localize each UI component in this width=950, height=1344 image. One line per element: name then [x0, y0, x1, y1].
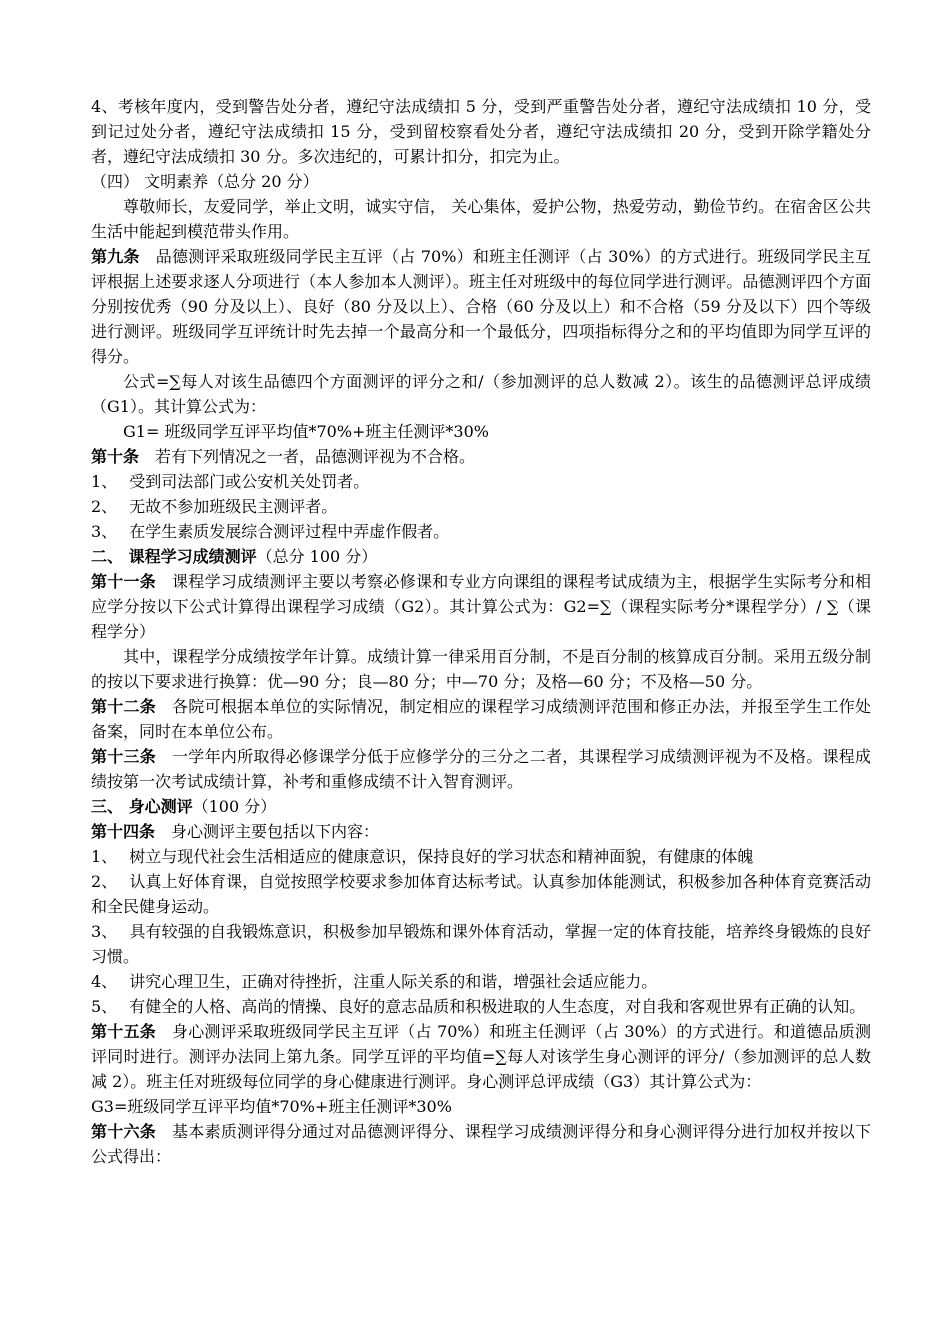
article-9-formula-2: G1= 班级同学互评平均值*70%+班主任测评*30%	[123, 422, 489, 441]
article-16-body: 基本素质测评得分通过对品德测评得分、课程学习成绩测评得分和身心测评得分进行加权并按以下公式得出：	[91, 1122, 871, 1166]
article-10-body: 若有下列情况之一者，品德测评视为不合格。	[155, 447, 476, 466]
section-4-body: 尊敬师长，友爱同学，举止文明，诚实守信， 关心集体，爱护公物，热爱劳动，勤俭节约。在宿舍区公共生活中能起到模范带头作用。	[91, 197, 871, 241]
article-16-label: 第十六条	[91, 1122, 157, 1141]
list-item-number: 1、	[91, 847, 118, 866]
list-item	[91, 844, 871, 869]
list-item-text: 讲究心理卫生，正确对待挫折，注重人际关系的和谐，增强社会适应能力。	[129, 972, 658, 991]
article-11-note: 其中，课程学分成绩按学年计算。成绩计算一律采用百分制，不是百分制的核算成百分制。采用五级分制的按以下要求进行换算：优—90 分；良—80 分；中—70 分；及格—60 分；不及格—50 分。	[91, 647, 871, 691]
list-item-text: 有健全的人格、高尚的情操、良好的意志品质和积极进取的人生态度，对自我和客观世界有正确的认知。	[129, 997, 866, 1016]
list-item-number: 3、	[91, 522, 118, 541]
article-13-body: 一学年内所取得必修课学分低于应修学分的三分之二者，其课程学习成绩测评视为不及格。课程成绩按第一次考试成绩计算，补考和重修成绩不计入智育测评。	[91, 747, 871, 791]
list-item-number: 2、	[91, 872, 118, 891]
list-item-number: 2、	[91, 497, 118, 516]
article-15-body: 身心测评采取班级同学民主互评（占 70%）和班主任测评（占 30%）的方式进行。和道德品质测评同时进行。测评办法同上第九条。同学互评的平均值=∑每人对该学生身心测评的评分/（参加测评的总人数减 2）。班主任对班级每位同学的身心健康进行测评。身心测评总评成绩（G3）其计算公式为：	[91, 1022, 871, 1091]
article-15	[91, 1019, 871, 1094]
list-item-text: 具有较强的自我锻炼意识，积极参加早锻炼和课外体育活动，掌握一定的体育技能，培养终身锻炼的良好习惯。	[91, 922, 871, 966]
section-2-title: 二、 课程学习成绩测评	[91, 547, 257, 566]
paragraph-discipline-deduction: 4、考核年度内，受到警告处分者，遵纪守法成绩扣 5 分，受到严重警告处分者，遵纪守法成绩扣 10 分，受到记过处分者，遵纪守法成绩扣 15 分，受到留校察看处分者，遵纪守法成绩扣 20 分，受到开除学籍处分者，遵纪守法成绩扣 30 分。多次违纪的，可累计扣分，扣完为止。	[91, 97, 871, 166]
list-item-text: 在学生素质发展综合测评过程中弄虚作假者。	[129, 522, 450, 541]
article-9-formula-1: 公式=∑每人对该生品德四个方面测评的评分之和/（参加测评的总人数减 2）。该生的品德测评总评成绩（G1）。其计算公式为：	[91, 372, 871, 416]
section-3-title: 三、 身心测评	[91, 797, 193, 816]
article-16	[91, 1119, 871, 1169]
article-15-formula: G3=班级同学互评平均值*70%+班主任测评*30%	[91, 1097, 452, 1116]
article-12	[91, 694, 871, 744]
article-11	[91, 569, 871, 644]
list-item	[91, 869, 871, 919]
article-14	[91, 819, 871, 844]
list-item	[91, 519, 871, 544]
list-item-text: 受到司法部门或公安机关处罚者。	[129, 472, 370, 491]
article-9	[91, 244, 871, 369]
section-3-score: （100 分）	[192, 797, 277, 816]
article-13-label: 第十三条	[91, 747, 157, 766]
list-item	[91, 969, 871, 994]
article-11-label: 第十一条	[91, 572, 157, 591]
document-page	[91, 94, 871, 1169]
list-item-number: 3、	[91, 922, 118, 941]
list-item	[91, 494, 871, 519]
list-item	[91, 469, 871, 494]
article-10	[91, 444, 871, 469]
article-14-body: 身心测评主要包括以下内容：	[171, 822, 380, 841]
article-12-label: 第十二条	[91, 697, 157, 716]
list-item-number: 4、	[91, 972, 118, 991]
article-10-label: 第十条	[91, 447, 140, 466]
list-item-text: 认真上好体育课，自觉按照学校要求参加体育达标考试。认真参加体能测试，积极参加各种体育竞赛活动和全民健身运动。	[91, 872, 871, 916]
section-4-title: （四） 文明素养（总分 20 分）	[91, 172, 319, 191]
list-item	[91, 919, 871, 969]
list-item-number: 5、	[91, 997, 118, 1016]
list-item-number: 1、	[91, 472, 118, 491]
article-12-body: 各院可根据本单位的实际情况，制定相应的课程学习成绩测评范围和修正办法，并报至学生工作处备案，同时在本单位公布。	[91, 697, 871, 741]
article-14-label: 第十四条	[91, 822, 156, 841]
section-2-score: （总分 100 分）	[256, 547, 378, 566]
list-item-text: 树立与现代社会生活相适应的健康意识，保持良好的学习状态和精神面貌，有健康的体魄	[129, 847, 754, 866]
article-9-label: 第九条	[91, 247, 140, 266]
article-15-label: 第十五条	[91, 1022, 156, 1041]
section-2-heading	[91, 544, 871, 569]
article-9-body: 品德测评采取班级同学民主互评（占 70%）和班主任测评（占 30%）的方式进行。班级同学民主互评根据上述要求逐人分项进行（本人参加本人测评）。班主任对班级中的每位同学进行测评。品德测评四个方面分别按优秀（90 分及以上）、良好（80 分及以上）、合格（60 分及以上）和不合格（59 分及以下）四个等级进行测评。班级同学互评统计时先去掉一个最高分和一个最低分，四项指标得分之和的平均值即为同学互评的得分。	[91, 247, 871, 366]
section-3-heading	[91, 794, 871, 819]
article-13	[91, 744, 871, 794]
list-item-text: 无故不参加班级民主测评者。	[129, 497, 338, 516]
article-11-body: 课程学习成绩测评主要以考察必修课和专业方向课组的课程考试成绩为主，根据学生实际考分和相应学分按以下公式计算得出课程学习成绩（G2）。其计算公式为：G2=∑（课程实际考分*课程学分）/ ∑（课程学分）	[91, 572, 871, 641]
list-item	[91, 994, 871, 1019]
